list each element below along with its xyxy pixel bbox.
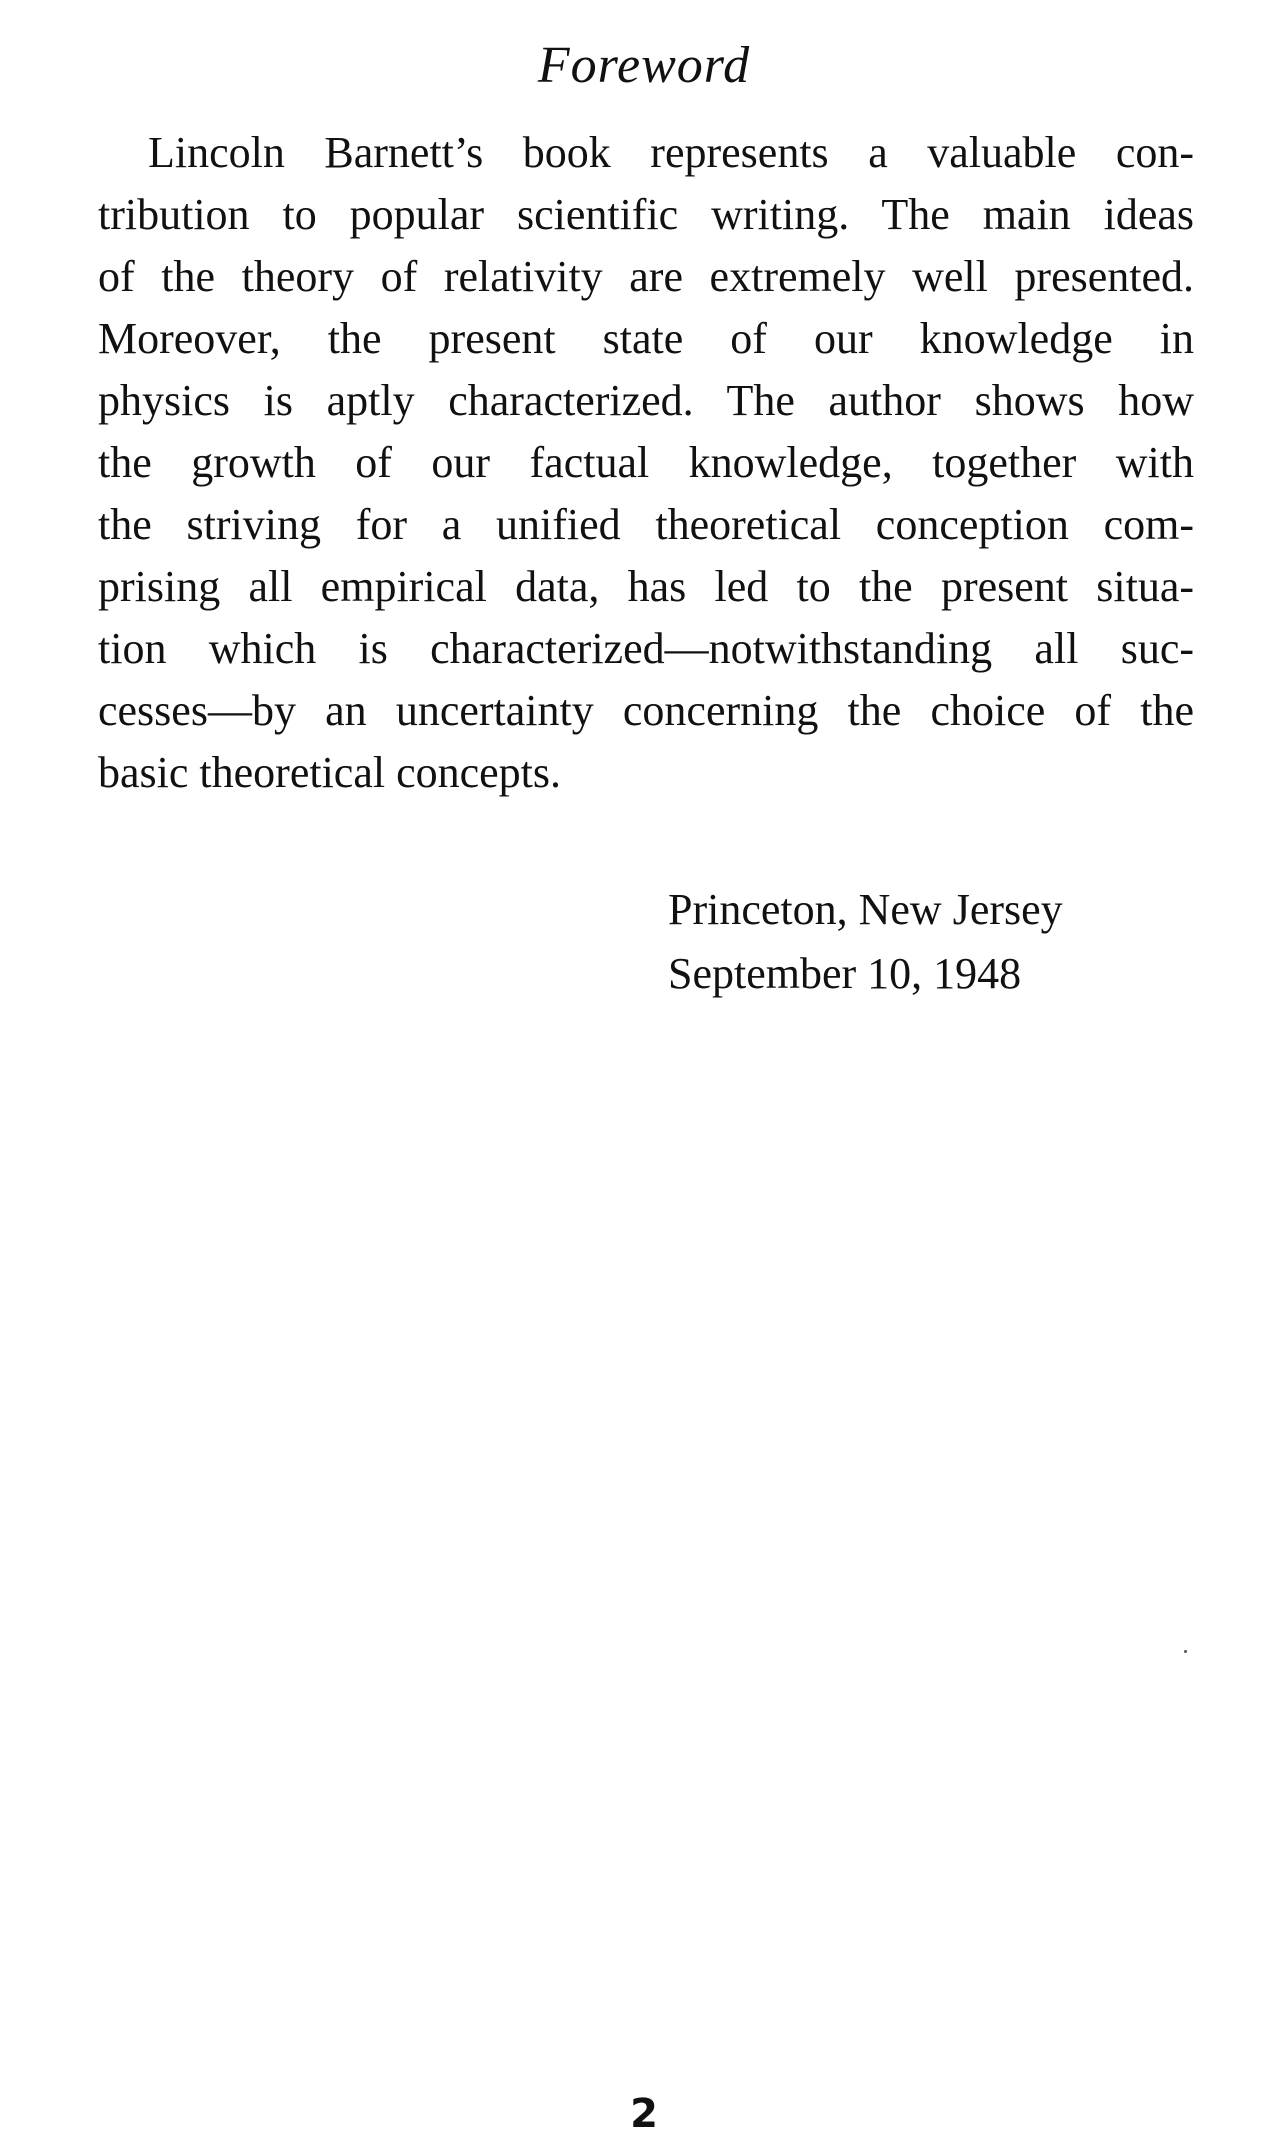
signature-place: Princeton, New Jersey <box>668 885 1063 934</box>
paragraph-line: prising all empirical data, has led to the present situa- <box>98 562 1194 611</box>
paragraph-line: Lincoln Barnett’s book represents a valuable con- <box>148 128 1194 177</box>
paragraph-line: the striving for a unified theoretical conception com- <box>98 500 1194 549</box>
page-number: 2 <box>630 2091 658 2137</box>
paragraph-line: physics is aptly characterized. The author shows how <box>98 376 1194 425</box>
signature-block <box>668 878 1188 1006</box>
paragraph-line: tion which is characterized—notwithstanding all suc- <box>98 624 1194 673</box>
paragraph-line: the growth of our factual knowledge, together with <box>98 438 1194 487</box>
signature-date: September 10, 1948 <box>668 949 1022 998</box>
paragraph-line: of the theory of relativity are extremely well presented. <box>98 252 1194 301</box>
paragraph-line: cesses—by an uncertainty concerning the choice of the <box>98 686 1194 735</box>
paragraph-line: tribution to popular scientific writing. The main ideas <box>98 190 1194 239</box>
foreword-paragraph <box>98 122 1194 804</box>
print-speck <box>1184 1650 1187 1653</box>
page-heading: Foreword <box>537 37 751 94</box>
paragraph-line: basic theoretical concepts. <box>98 748 562 797</box>
paragraph-line: Moreover, the present state of our knowledge in <box>98 314 1194 363</box>
